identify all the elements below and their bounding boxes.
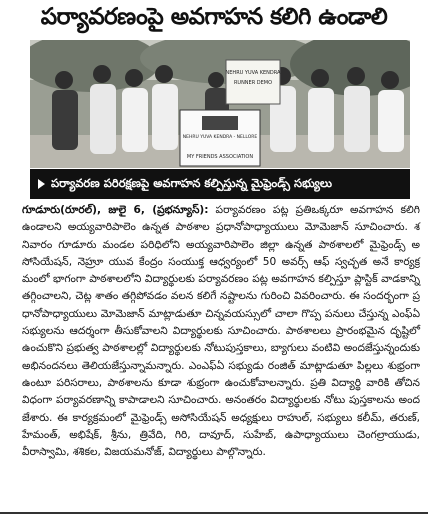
caption-arrow-icon xyxy=(38,179,45,189)
sign-text-2: MY FRIENDS ASSOCIATION xyxy=(186,154,254,160)
caption-text: పర్యావరణ పరిరక్షణపై అవగాహన కల్పిస్తున్న మైఫ్రెండ్స్ సభ్యులు xyxy=(51,175,332,190)
article-body xyxy=(22,202,420,461)
group-photo xyxy=(30,40,410,168)
banner-text-2: RUNNER DEMO xyxy=(233,80,273,86)
article-dateline: గూడూరు(రూరల్), జులై 6, (ప్రభన్యూస్): xyxy=(22,204,209,216)
page-edge xyxy=(0,509,428,517)
sign-text-1: NEHRU YUVA KENDRA - NELLORE xyxy=(182,135,258,140)
article-photo xyxy=(30,40,410,168)
photo-caption xyxy=(30,169,410,199)
article-headline: పర్యావరణంపై అవగాహన కలిగి ఉండాలి xyxy=(40,4,388,30)
article-text: పర్యావరణం పట్ల ప్రతిఒక్కరూ అవగాహన కలిగి ఉండాలని అయ్యవారిపాలెం ఉన్నత పాఠశాల ప్రధానోపాధ్యాయులు మోమెజాన్ సూచించారు. శనివారం గూడూరు మండల పరిధిలోని అయ్యవారిపాలెం జిల్లా ఉన్నత పాఠశాలలో మైఫ్రెండ్స్ అసోసియేషన్, నెహ్రూ యువ కేంద్రం సంయుక్త ఆధ్వర్యంలో 50 అవర్స్ ఆఫ్ స్వచ్ఛత అనే కార్యక్రమంలో భాగంగా పాఠశాలలోని విద్యార్థులకు పర్యావరణం పట్ల అవగాహన కల్పిస్తూ ప్లాస్టిక్ వాడకాన్ని తగ్గించాలని, చెట్ల శాతం తగ్గిపోవడం వలన కలిగే నష్టాలను గురించి వివరించారు. ఈ సందర్భంగా ప్రధానోపాధ్యాయులు మోమెజాన్ మాట్లాడుతూ చిన్నవయస్సులో చాలా గొప్ప పనులు చేస్తున్న ఎంఫ్ఏ సభ్యులను ఆదర్శంగా తీసుకోవాలని విద్యార్థులకు సూచించారు. పాఠశాలలు ప్రారంభమైన దృష్టిలో ఉంచుకొని ప్రభుత్వ పాఠశాలల్లో విద్యార్థులకు నోటుపుస్తకాలు, బ్యాగులు వంటివి అందజేస్తున్నందుకు అభినందనలు తెలియజేస్తున్నామన్నారు. ఎంఎఫ్ఏ సభ్యుడు రంజిత్ మాట్లాడుతూ పిల్లలు శుభ్రంగా ఉంటూ పరిసరాలు, పాఠశాలను కూడా శుభ్రంగా ఉంచుకోవాలన్నారు. ప్రతి విద్యార్థి వారికి తోచిన విధంగా పర్యావరణాన్ని కాపాడాలని సూచించారు. అనంతరం విద్యార్థులకు నోటు పుస్తకాలను అందజేశారు. ఈ కార్యక్రమంలో మైఫ్రెండ్స్ అసోసియేషన్ అధ్యక్షులు రాహుల్, సభ్యులు కలీమ్, తరుణ్, హేమంత్, అభిషేక్, శ్రీను, త్రివేది, గిరి, దావూద్, సుహేబ్, ఉపాధ్యాయులు చెంగల్రాయుడు, వీరాస్వామి, శశికల, విజయమనోజ్, విద్యార్థులు పాల్గొన్నారు. xyxy=(22,204,420,459)
banner-text-1: NEHRU YUVA KENDRA xyxy=(225,70,281,76)
